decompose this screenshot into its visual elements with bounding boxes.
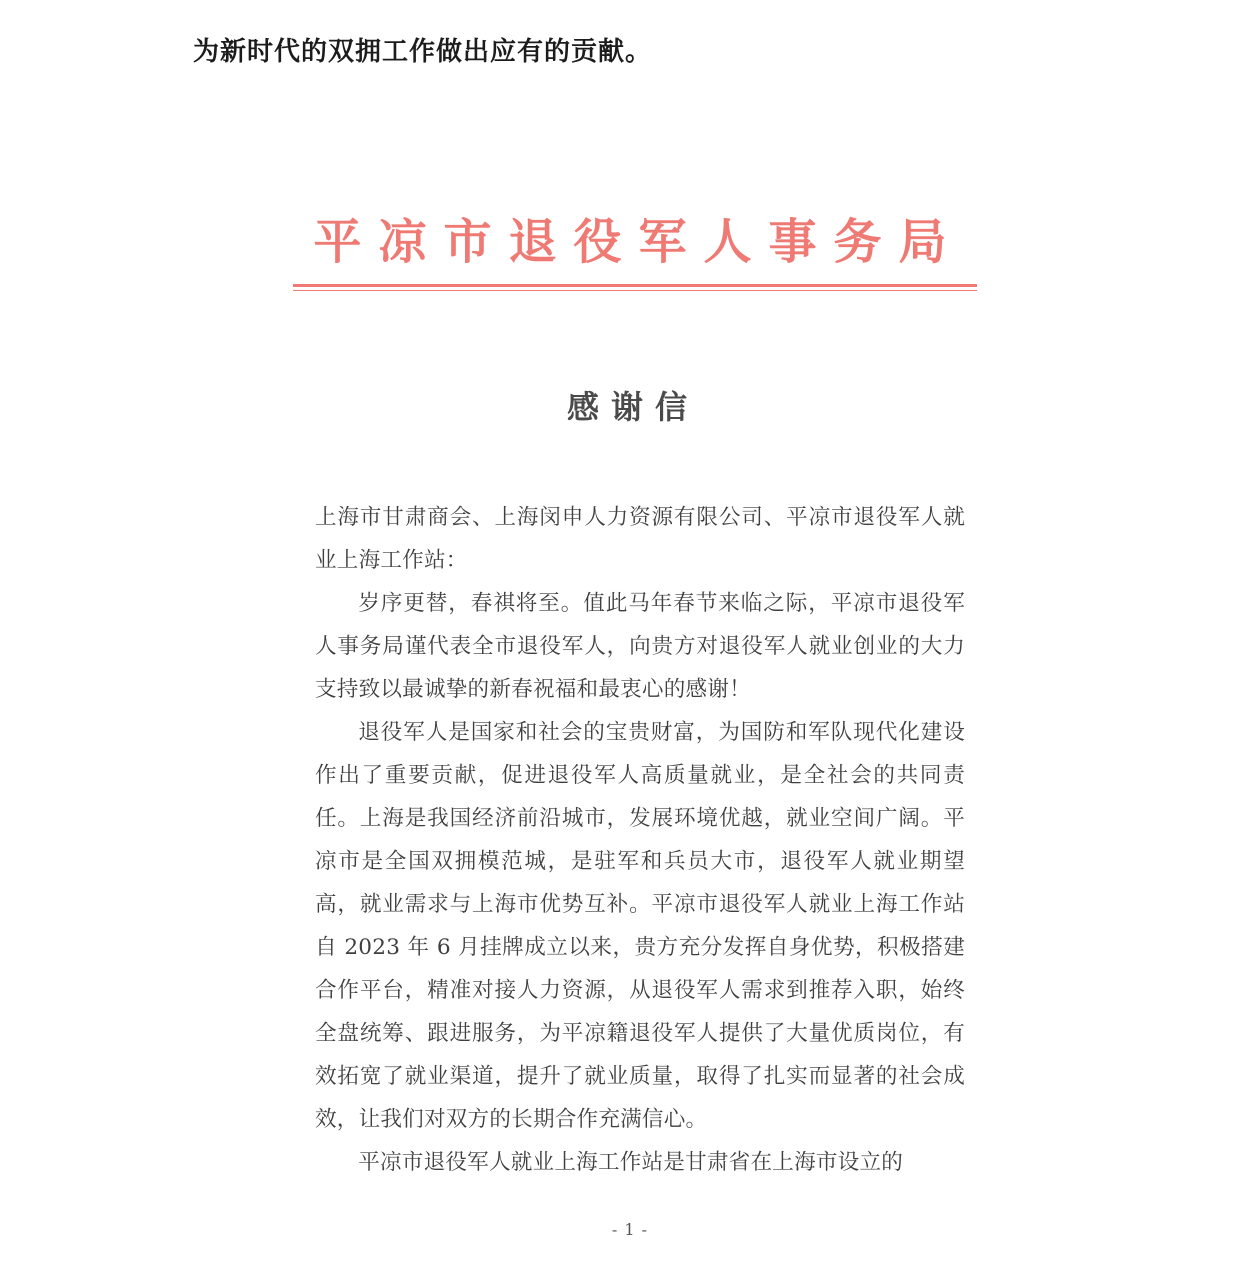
letter-title: 感谢信	[566, 388, 699, 426]
letterhead-rule-thick	[293, 284, 977, 287]
organization-name: 平凉市退役军人事务局	[313, 214, 964, 270]
letterhead	[0, 210, 1260, 274]
letter-body	[315, 496, 965, 1184]
salutation: 上海市甘肃商会、上海闵申人力资源有限公司、平凉市退役军人就业上海工作站：	[315, 505, 965, 573]
letterhead-rule-thin	[293, 290, 977, 291]
paragraph: 岁序更替，春祺将至。值此马年春节来临之际，平凉市退役军人事务局谨代表全市退役军人，向贵方对退役军人就业创业的大力支持致以最诚挚的新春祝福和最衷心的感谢！	[315, 591, 965, 702]
paragraph: 平凉市退役军人就业上海工作站是甘肃省在上海市设立的	[358, 1150, 904, 1175]
paragraph: 退役军人是国家和社会的宝贵财富，为国防和军队现代化建设作出了重要贡献，促进退役军人高质量就业，是全社会的共同责任。上海是我国经济前沿城市，发展环境优越，就业空间广阔。平凉市是全国双拥模范城，是驻军和兵员大市，退役军人就业期望高，就业需求与上海市优势互补。平凉市退役军人就业上海工作站自 2023 年 6 月挂牌成立以来，贵方充分发挥自身优势，积极搭建合作平台，精准对接人力资源，从退役军人需求到推荐入职，始终全盘统筹、跟进服务，为平凉籍退役军人提供了大量优质岗位，有效拓宽了就业渠道，提升了就业质量，取得了扎实而显著的社会成效，让我们对双方的长期合作充满信心。	[315, 720, 965, 1132]
page-number: - 1 -	[611, 1220, 649, 1239]
previous-page-fragment: 为新时代的双拥工作做出应有的贡献。	[193, 37, 653, 67]
